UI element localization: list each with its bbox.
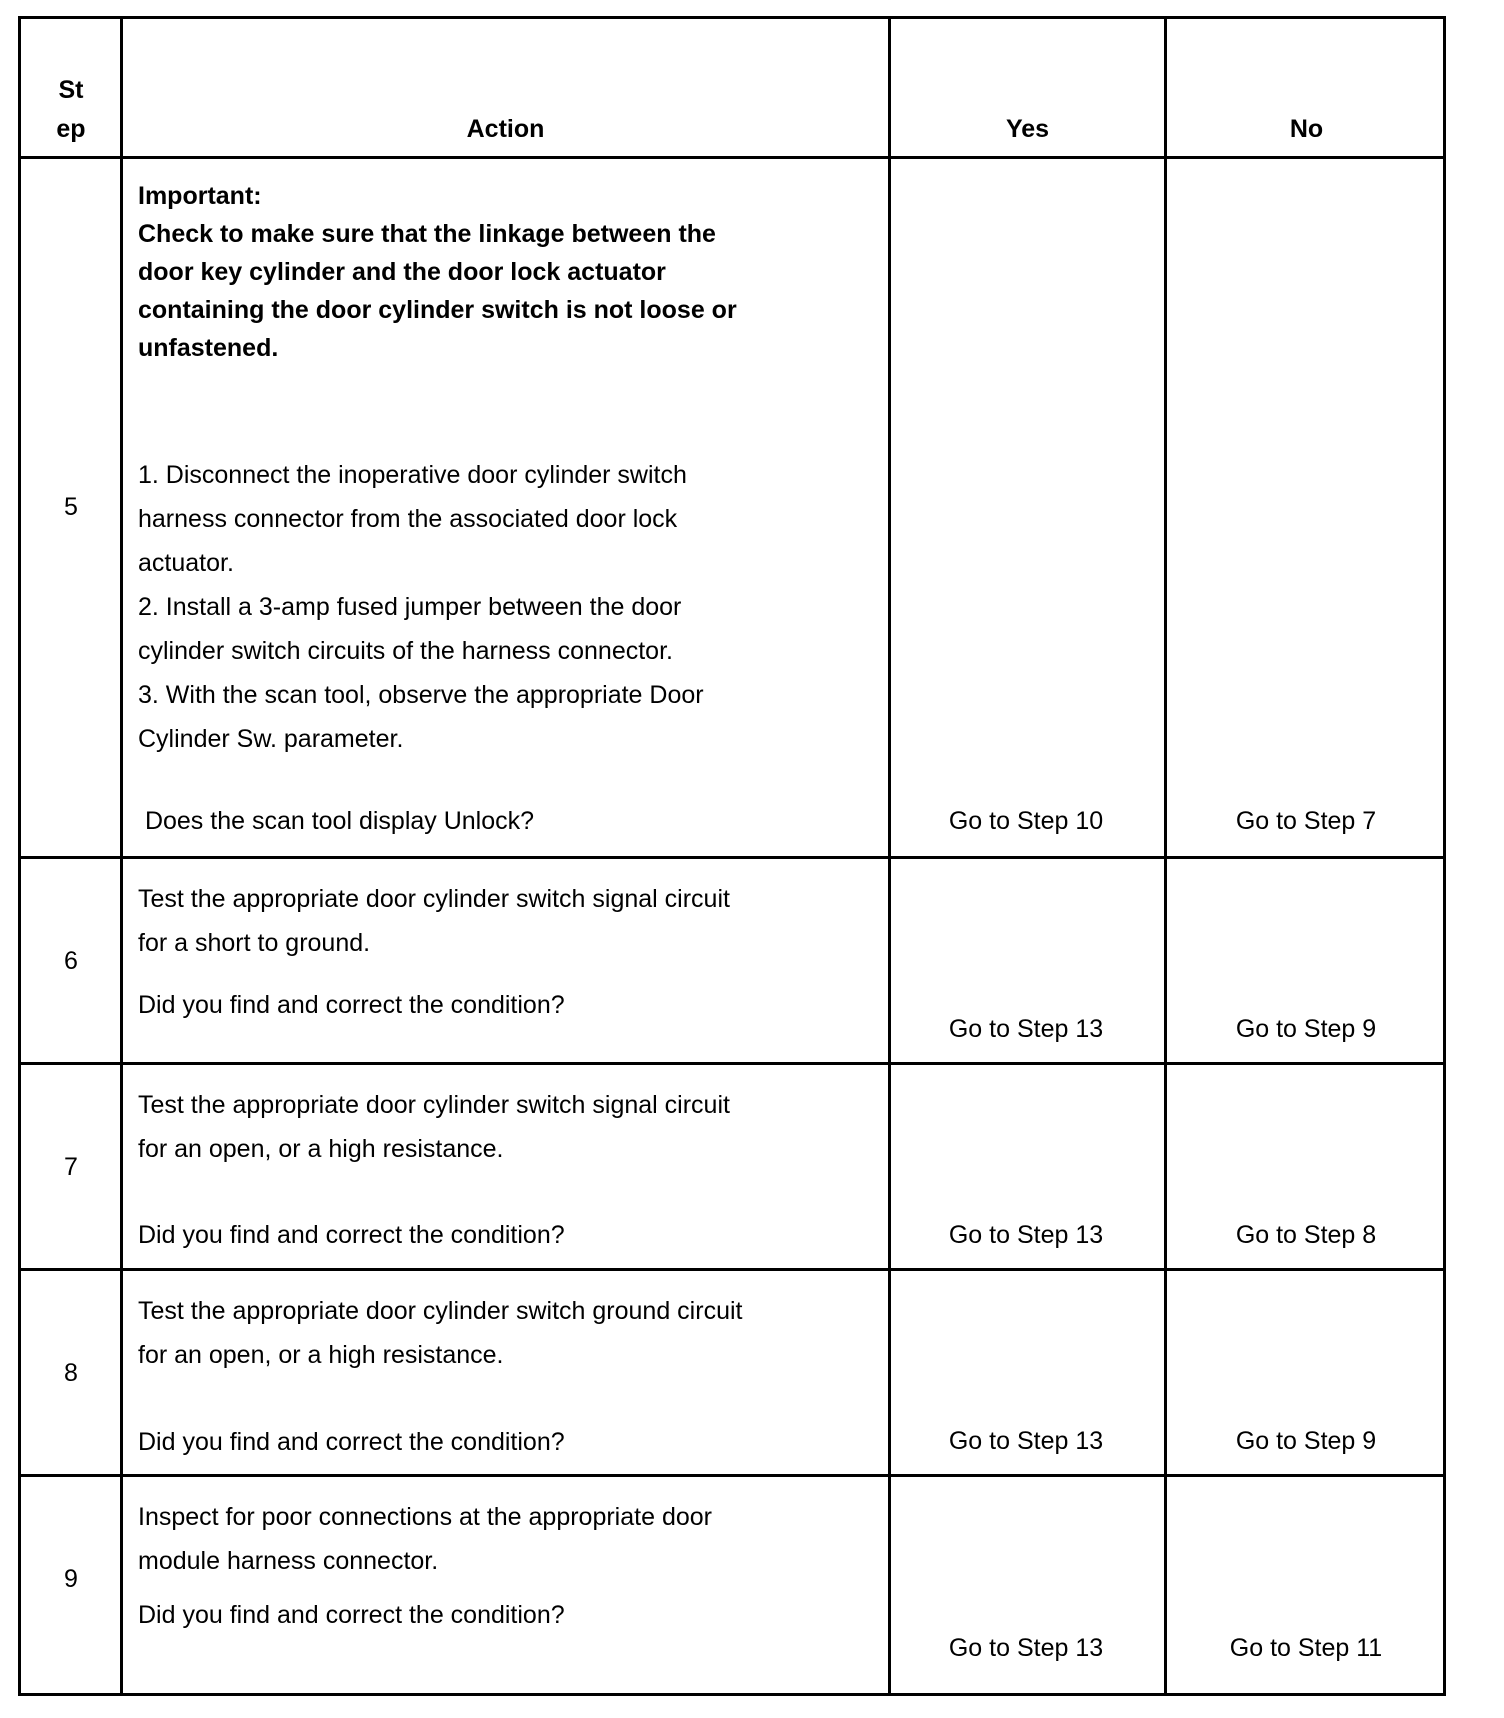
no-result: Go to Step 8	[1235, 1221, 1377, 1249]
action-line: Test the appropriate door cylinder switch signal circuit	[138, 1091, 730, 1119]
action-question: Does the scan tool display Unlock?	[138, 807, 535, 835]
no-result: Go to Step 9	[1235, 1015, 1377, 1043]
important-line: containing the door cylinder switch is not loose or	[138, 296, 737, 324]
action-line: 1. Disconnect the inoperative door cylinder switch	[138, 461, 687, 489]
row-divider	[21, 1062, 1443, 1065]
header-step-line2: ep	[56, 115, 86, 143]
action-line: Test the appropriate door cylinder switch ground circuit	[138, 1297, 743, 1325]
step-number: 7	[64, 1153, 78, 1181]
action-line: Cylinder Sw. parameter.	[138, 725, 404, 753]
row-divider	[21, 1268, 1443, 1271]
yes-result: Go to Step 13	[948, 1427, 1104, 1455]
action-line: Test the appropriate door cylinder switch signal circuit	[138, 885, 730, 913]
yes-result: Go to Step 10	[948, 807, 1104, 835]
action-line: for an open, or a high resistance.	[138, 1135, 504, 1163]
diagnostic-table	[18, 16, 1446, 1696]
action-line: harness connector from the associated door lock	[138, 505, 678, 533]
action-line: Inspect for poor connections at the appropriate door	[138, 1503, 712, 1531]
important-line: door key cylinder and the door lock actuator	[138, 258, 666, 286]
header-yes: Yes	[1005, 115, 1050, 143]
action-line: 3. With the scan tool, observe the appropriate Door	[138, 681, 704, 709]
action-line: module harness connector.	[138, 1547, 439, 1575]
action-line: for a short to ground.	[138, 929, 371, 957]
header-step	[21, 71, 121, 149]
yes-result: Go to Step 13	[948, 1015, 1104, 1043]
important-line: unfastened.	[138, 334, 279, 362]
action-steps	[138, 1083, 730, 1171]
header-no: No	[1289, 115, 1324, 143]
action-steps	[138, 877, 730, 965]
step-number: 9	[64, 1565, 78, 1593]
action-steps	[138, 1289, 742, 1377]
important-note	[138, 177, 737, 367]
action-line: actuator.	[138, 549, 234, 577]
action-line: for an open, or a high resistance.	[138, 1341, 504, 1369]
action-line: cylinder switch circuits of the harness connector.	[138, 637, 673, 665]
important-line: Check to make sure that the linkage between the	[138, 220, 716, 248]
no-result: Go to Step 7	[1235, 807, 1377, 835]
yes-result: Go to Step 13	[948, 1221, 1104, 1249]
row-divider	[21, 1474, 1443, 1477]
action-question: Did you find and correct the condition?	[138, 1601, 565, 1629]
action-question: Did you find and correct the condition?	[138, 1428, 565, 1456]
header-action: Action	[466, 115, 545, 143]
no-result: Go to Step 9	[1235, 1427, 1377, 1455]
action-question: Did you find and correct the condition?	[138, 1221, 565, 1249]
header-step-line1: St	[58, 76, 84, 104]
row-divider	[21, 156, 1443, 159]
action-question: Did you find and correct the condition?	[138, 991, 565, 1019]
step-number: 6	[64, 947, 78, 975]
action-line: 2. Install a 3-amp fused jumper between the door	[138, 593, 682, 621]
action-steps	[138, 1495, 712, 1583]
step-number: 8	[64, 1359, 78, 1387]
step-number: 5	[64, 493, 78, 521]
row-divider	[21, 856, 1443, 859]
no-result: Go to Step 11	[1229, 1634, 1383, 1662]
important-label: Important:	[138, 182, 262, 210]
yes-result: Go to Step 13	[948, 1634, 1104, 1662]
action-steps	[138, 453, 704, 761]
